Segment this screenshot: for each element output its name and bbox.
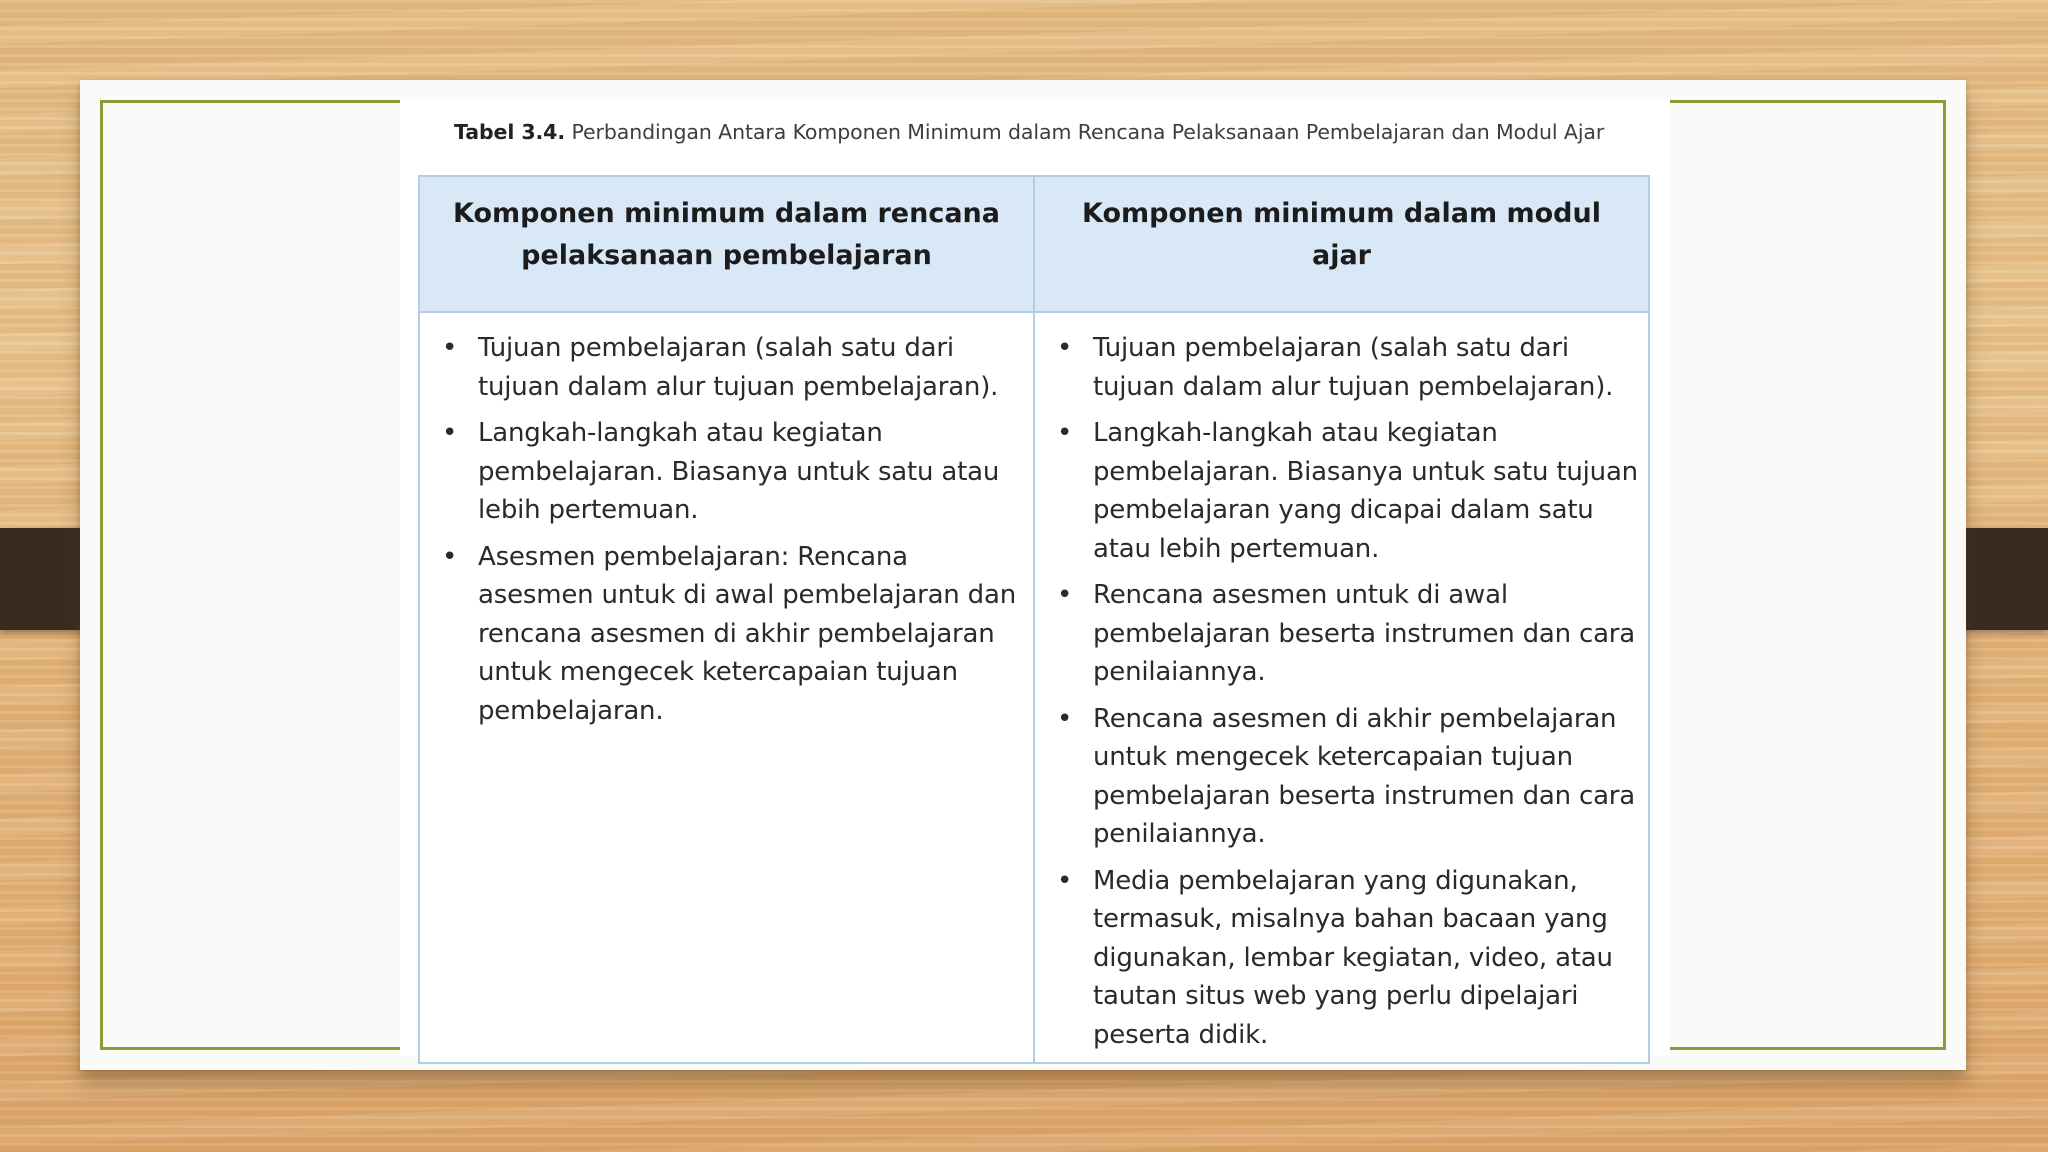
table-caption xyxy=(454,120,1624,144)
bullet-icon: • xyxy=(1057,865,1073,896)
table-header-row xyxy=(419,176,1649,312)
bullet-icon: • xyxy=(442,333,458,363)
list-item xyxy=(1049,862,1638,1055)
list-item-text: Tujuan pembelajaran (salah satu dari tujuan dalam alur tujuan pembelajaran). xyxy=(1093,333,1614,402)
list-item-text: Tujuan pembelajaran (salah satu dari tujuan dalam alur tujuan pembelajaran). xyxy=(478,333,999,402)
modul-ajar-components-list xyxy=(1049,329,1638,1054)
bullet-icon: • xyxy=(1057,580,1073,610)
rpp-components-list xyxy=(434,329,1023,730)
rpp-components-cell xyxy=(419,312,1034,1063)
bullet-icon: • xyxy=(442,418,458,448)
list-item-text: Langkah-langkah atau kegiatan pembelajaran. Biasanya untuk satu tujuan pembelajaran yang dicapai dalam satu atau lebih pertemuan. xyxy=(1093,418,1638,564)
header-modul-ajar-column: Komponen minimum dalam modul ajar xyxy=(1034,176,1649,312)
list-item xyxy=(434,538,1023,731)
bullet-icon: • xyxy=(1057,333,1073,363)
bullet-icon: • xyxy=(1057,418,1073,448)
bullet-icon: • xyxy=(442,541,458,572)
table-body-row xyxy=(419,312,1649,1063)
list-item xyxy=(434,329,1023,406)
comparison-table xyxy=(418,175,1650,1064)
list-item-text: Asesmen pembelajaran: Rencana asesmen untuk di awal pembelajaran dan rencana asesmen di akhir pembelajaran untuk mengecek ketercapaian tujuan pembelajaran. xyxy=(478,541,1016,726)
list-item xyxy=(1049,414,1638,568)
bullet-icon: • xyxy=(1057,703,1073,734)
caption-label: Tabel 3.4. xyxy=(454,120,566,144)
list-item xyxy=(1049,576,1638,692)
list-item xyxy=(434,414,1023,530)
modul-ajar-components-cell xyxy=(1034,312,1649,1063)
list-item-text: Langkah-langkah atau kegiatan pembelajaran. Biasanya untuk satu atau lebih pertemuan. xyxy=(478,418,1000,525)
list-item-text: Rencana asesmen di akhir pembelajaran untuk mengecek ketercapaian tujuan pembelajaran beserta instrumen dan cara penilaiannya. xyxy=(1093,703,1636,849)
list-item-text: Media pembelajaran yang digunakan, termasuk, misalnya bahan bacaan yang digunakan, lembar kegiatan, video, atau tautan situs web yang perlu dipelajari peserta didik. xyxy=(1093,865,1613,1050)
list-item xyxy=(1049,329,1638,406)
caption-text: Perbandingan Antara Komponen Minimum dalam Rencana Pelaksanaan Pembelajaran dan Modul Ajar xyxy=(571,120,1605,144)
header-rpp-column: Komponen minimum dalam rencana pelaksanaan pembelajaran xyxy=(419,176,1034,312)
list-item-text: Rencana asesmen untuk di awal pembelajaran beserta instrumen dan cara penilaiannya. xyxy=(1093,580,1636,687)
list-item xyxy=(1049,700,1638,854)
